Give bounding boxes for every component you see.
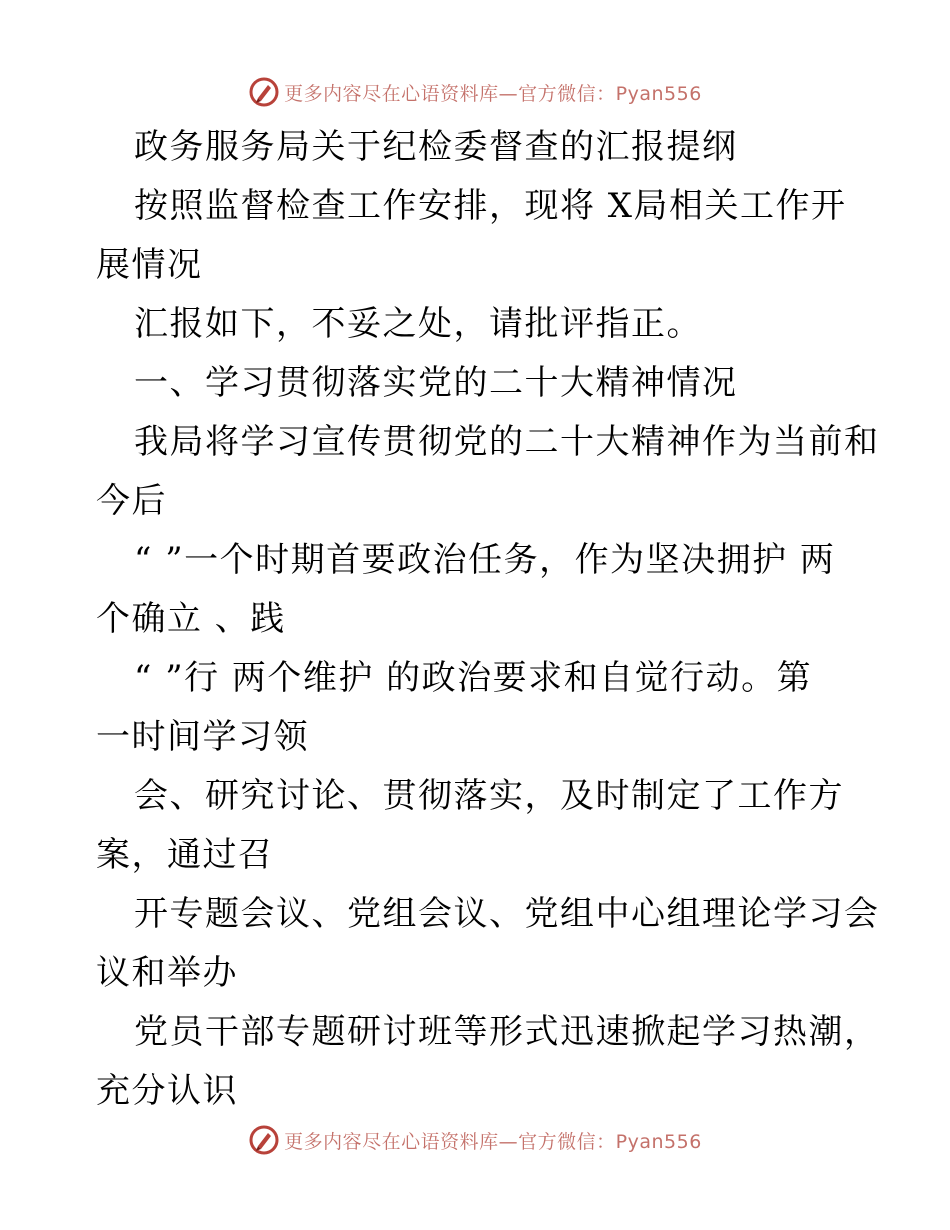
text-line: “ ”行 两个维护 的政治要求和自觉行动。第 xyxy=(134,658,813,698)
text-line: 个确立 、践 xyxy=(96,599,286,639)
text-line: 议和举办 xyxy=(96,953,238,993)
text-line: 展情况 xyxy=(96,245,203,285)
text-line: 案，通过召 xyxy=(96,835,274,875)
text-line: “ ”一个时期首要政治任务，作为坚决拥护 两 xyxy=(134,540,836,580)
text-line: 一、学习贯彻落实党的二十大精神情况 xyxy=(134,363,738,403)
text-line: 开专题会议、党组会议、党组中心组理论学习会 xyxy=(134,894,880,934)
header-watermark xyxy=(0,72,950,112)
text-line: 今后 xyxy=(96,481,167,521)
text-line: 会、研究讨论、贯彻落实，及时制定了工作方 xyxy=(134,776,844,816)
text-line: 政务服务局关于纪检委督查的汇报提纲 xyxy=(134,127,738,167)
pen-logo-icon xyxy=(248,76,280,108)
watermark-text: 更多内容尽在心语资料库—官方微信：Pyan556 xyxy=(284,82,702,105)
watermark-text: 更多内容尽在心语资料库—官方微信：Pyan556 xyxy=(284,1130,702,1153)
text-line: 我局将学习宣传贯彻党的二十大精神作为当前和 xyxy=(134,422,880,462)
document-body xyxy=(96,118,880,1121)
text-line: 充分认识 xyxy=(96,1071,238,1111)
text-line: 汇报如下，不妥之处，请批评指正。 xyxy=(134,304,702,344)
text-line: 按照监督检查工作安排，现将 X局相关工作开 xyxy=(134,186,847,226)
text-line: 党员干部专题研讨班等形式迅速掀起学习热潮， xyxy=(134,1012,880,1052)
pen-logo-icon xyxy=(248,1124,280,1156)
text-line: 一时间学习领 xyxy=(96,717,309,757)
footer-watermark xyxy=(0,1120,950,1160)
